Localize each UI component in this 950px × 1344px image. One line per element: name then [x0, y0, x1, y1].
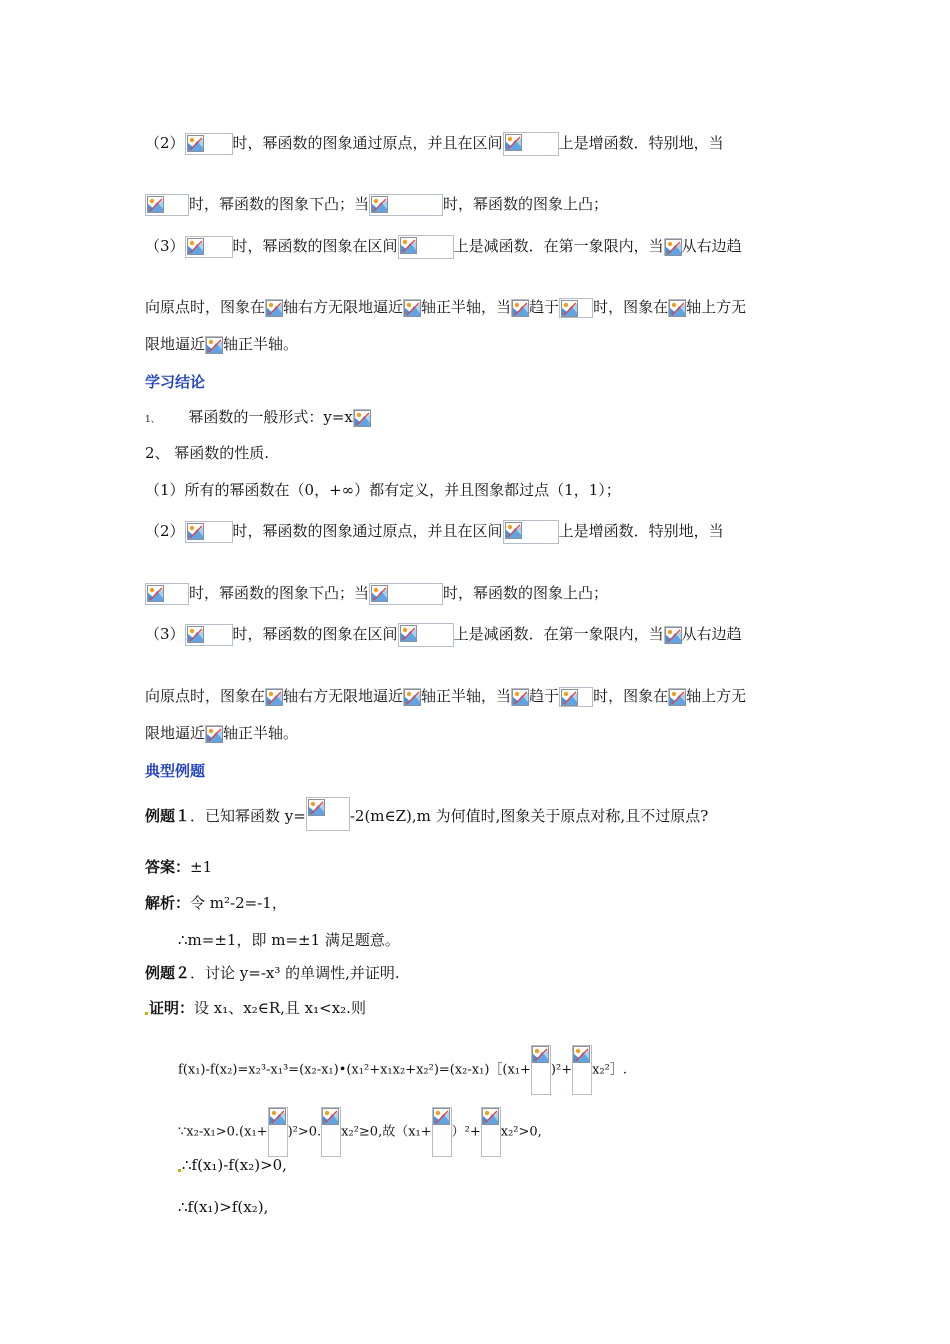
text: 时，幂函数的图象上凸； — [443, 584, 609, 602]
broken-image-icon — [265, 688, 283, 706]
para-2 — [145, 519, 810, 544]
broken-image-icon — [185, 236, 233, 258]
broken-image-icon — [268, 1107, 288, 1157]
text: 时，图象在 — [593, 687, 669, 705]
broken-image-icon — [403, 688, 421, 706]
text: x₂²≥0,故（x₁+ — [341, 1124, 432, 1140]
broken-image-icon — [403, 299, 421, 317]
para-3-end — [145, 721, 810, 745]
broken-image-icon — [668, 688, 686, 706]
text: 趋于 — [529, 687, 560, 705]
equation-3 — [178, 1153, 810, 1177]
text: 时，幂函数的图象下凸；当 — [189, 195, 370, 213]
text: ）²+ — [451, 1124, 481, 1140]
proof — [145, 996, 810, 1020]
text: 上是增函数．特别地，当 — [558, 134, 724, 152]
text: 从右边趋 — [681, 625, 742, 643]
text: )²+ — [550, 1062, 573, 1078]
broken-image-icon — [185, 521, 233, 543]
broken-image-icon — [369, 583, 443, 605]
text: ∴f(x₁)-f(x₂)>0, — [182, 1156, 287, 1174]
text: 轴正半轴。 — [223, 724, 299, 742]
text: 时，图象在 — [593, 298, 669, 316]
solution — [145, 891, 810, 915]
answer-value: ±1 — [190, 858, 213, 876]
broken-image-icon — [664, 238, 682, 256]
broken-image-icon — [511, 688, 529, 706]
marker-dot — [178, 1169, 181, 1172]
solution-conclusion: ∴m=±1，即 m=±1 满足题意。 — [178, 931, 400, 949]
text: 轴右方无限地逼近 — [283, 687, 404, 705]
text: 时，幂函数的图象在区间 — [232, 625, 398, 643]
answer — [145, 855, 810, 879]
text: ∵x₂-x₁>0.(x₁+ — [178, 1124, 268, 1140]
broken-image-icon — [559, 298, 593, 318]
text: 轴正半轴，当 — [421, 298, 512, 316]
broken-image-icon — [503, 520, 559, 544]
broken-image-icon — [369, 194, 443, 216]
text: 上是增函数．特别地，当 — [558, 522, 724, 540]
text: 幂函数的一般形式：y=x — [188, 408, 353, 426]
para-3-cont — [145, 684, 810, 708]
text: 从右边趋 — [681, 237, 742, 255]
text: 时，幂函数的图象下凸；当 — [189, 584, 370, 602]
text: 轴正半轴，当 — [421, 687, 512, 705]
conclusion-item-2: 2、 幂函数的性质. — [145, 444, 270, 462]
solution-label: 解析： — [145, 894, 191, 912]
para-3-end-top — [145, 332, 810, 356]
text: ．讨论 y=-x³ 的单调性,并证明. — [190, 964, 400, 982]
broken-image-icon — [572, 1045, 592, 1095]
text: （2） — [145, 134, 185, 152]
conclusion-item-1 — [145, 405, 810, 432]
text: 上是减函数．在第一象限内，当 — [453, 237, 664, 255]
section-heading-examples: 典型例题 — [145, 762, 206, 780]
broken-image-icon — [306, 797, 350, 831]
text: 设 x₁、x₂∈R,且 x₁<x₂.则 — [194, 999, 366, 1017]
text: 限地逼近 — [145, 724, 206, 742]
broken-image-icon — [668, 299, 686, 317]
example-1 — [145, 797, 810, 831]
text: f(x₁)-f(x₂)=x₂³-x₁³=(x₂-x₁)•(x₁²+x₁x₂+x₂²)=(x₂-x₁)［(x₁+ — [178, 1062, 531, 1078]
broken-image-icon — [353, 409, 371, 427]
broken-image-icon — [398, 623, 454, 647]
para-2-cont — [145, 581, 810, 605]
broken-image-icon — [664, 626, 682, 644]
text: 限地逼近 — [145, 335, 206, 353]
broken-image-icon — [205, 725, 223, 743]
text: 令 m²-2=-1， — [190, 894, 287, 912]
text: 时，幂函数的图象通过原点，并且在区间 — [232, 134, 503, 152]
text: -2(m∈Z),m 为何值时,图象关于原点对称,且不过原点? — [349, 807, 709, 825]
text: 轴右方无限地逼近 — [283, 298, 404, 316]
text: 时，幂函数的图象在区间 — [232, 237, 398, 255]
marker-dot — [145, 1012, 148, 1015]
broken-image-icon — [265, 299, 283, 317]
equation-2 — [178, 1107, 810, 1157]
para-2-cont-top — [145, 192, 810, 216]
text: 轴正半轴。 — [223, 335, 299, 353]
text: 上是减函数．在第一象限内，当 — [453, 625, 664, 643]
broken-image-icon — [321, 1107, 341, 1157]
text: （2） — [145, 522, 185, 540]
broken-image-icon — [511, 299, 529, 317]
broken-image-icon — [559, 687, 593, 707]
text: （3） — [145, 237, 185, 255]
text: 时，幂函数的图象通过原点，并且在区间 — [232, 522, 503, 540]
broken-image-icon — [531, 1045, 551, 1095]
text: （3） — [145, 625, 185, 643]
text: 趋于 — [529, 298, 560, 316]
text: ．已知幂函数 y= — [190, 807, 306, 825]
text: 时，幂函数的图象上凸； — [443, 195, 609, 213]
broken-image-icon — [503, 132, 559, 156]
para-3-cont-top — [145, 295, 810, 319]
broken-image-icon — [145, 583, 189, 605]
text: 轴上方无 — [686, 298, 747, 316]
property-1: （1）所有的幂函数在（0，+∞）都有定义，并且图象都过点（1，1）； — [145, 481, 621, 499]
section-heading-conclusion: 学习结论 — [145, 373, 206, 391]
equation-4: ∴f(x₁)>f(x₂), — [178, 1198, 269, 1216]
text: )²>0. — [287, 1124, 322, 1140]
list-number: 1、 — [145, 415, 160, 425]
para-2-top — [145, 131, 810, 156]
example-label: 例题２ — [145, 964, 191, 982]
answer-label: 答案： — [145, 858, 191, 876]
equation-1 — [178, 1045, 810, 1095]
broken-image-icon — [185, 133, 233, 155]
para-3-top — [145, 234, 810, 259]
broken-image-icon — [432, 1107, 452, 1157]
broken-image-icon — [145, 194, 189, 216]
broken-image-icon — [185, 624, 233, 646]
example-label: 例题１ — [145, 807, 191, 825]
text: 向原点时，图象在 — [145, 687, 266, 705]
text: x₂²>0, — [500, 1124, 542, 1140]
broken-image-icon — [481, 1107, 501, 1157]
broken-image-icon — [205, 336, 223, 354]
example-2 — [145, 961, 810, 985]
broken-image-icon — [398, 235, 454, 259]
text: 向原点时，图象在 — [145, 298, 266, 316]
text: 轴上方无 — [686, 687, 747, 705]
text: x₂²］. — [592, 1062, 627, 1078]
para-3 — [145, 622, 810, 647]
proof-label: 证明： — [149, 999, 195, 1017]
